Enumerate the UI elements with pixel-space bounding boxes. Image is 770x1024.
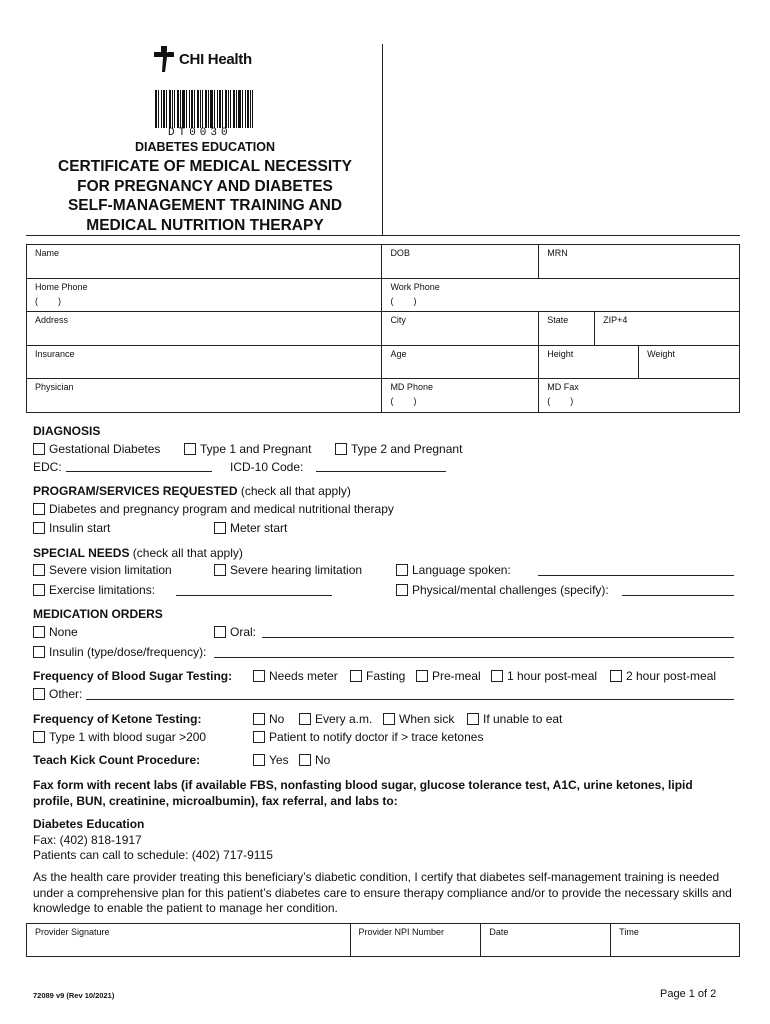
insurance-field[interactable]: [27, 345, 382, 379]
checkbox[interactable]: [33, 503, 45, 515]
barcode-text: DT0030: [168, 127, 232, 139]
checkbox[interactable]: [335, 443, 347, 455]
insurance-label: Insurance: [35, 348, 75, 359]
bs-needs-meter[interactable]: [253, 669, 338, 683]
special-vision[interactable]: [33, 563, 172, 577]
provider-npi-label: Provider NPI Number: [358, 927, 445, 937]
weight-field[interactable]: [639, 345, 740, 379]
checkbox[interactable]: [214, 564, 226, 576]
ketone-notify[interactable]: [253, 730, 483, 744]
diagnosis-heading: DIAGNOSIS: [33, 424, 101, 438]
option-label: Every a.m.: [315, 712, 373, 726]
date-label: Date: [489, 927, 509, 937]
option-label: Language spoken:: [412, 563, 511, 577]
logo-text: CHI Health: [179, 50, 252, 68]
checkbox[interactable]: [253, 713, 265, 725]
other-input-line[interactable]: [86, 699, 734, 700]
patient-info-table: [26, 244, 740, 413]
ketone-type1[interactable]: [33, 730, 206, 744]
option-label: Severe vision limitation: [49, 563, 172, 577]
time-label: Time: [619, 927, 639, 937]
icd-label: ICD-10 Code:: [230, 460, 304, 474]
md-phone-label: MD Phone: [390, 382, 433, 393]
checkbox[interactable]: [214, 626, 226, 638]
zip-label: ZIP+4: [603, 315, 628, 326]
option-label: Physical/mental challenges (specify):: [412, 583, 609, 597]
weight-label: Weight: [647, 348, 675, 359]
mrn-field[interactable]: [539, 245, 740, 279]
provider-signature-field[interactable]: [27, 924, 351, 957]
edc-input-line[interactable]: [66, 471, 212, 472]
form-title-line: FOR PREGNANCY AND DIABETES: [77, 177, 333, 195]
home-phone-label: Home Phone: [35, 281, 88, 292]
bs-2hr-post[interactable]: [610, 669, 716, 683]
option-label: Severe hearing limitation: [230, 563, 363, 577]
checkbox[interactable]: [299, 713, 311, 725]
medication-oral[interactable]: [214, 625, 256, 639]
bs-fasting[interactable]: [350, 669, 405, 683]
contact-fax: Fax: (402) 818-1917: [33, 832, 142, 847]
program-heading-text: PROGRAM/SERVICES REQUESTED: [33, 484, 238, 498]
special-language[interactable]: [396, 563, 511, 577]
bs-1hr-post[interactable]: [491, 669, 597, 683]
option-label: Diabetes and pregnancy program and medical nutritional therapy: [49, 502, 394, 516]
medication-none[interactable]: [33, 625, 78, 639]
md-fax-label: MD Fax: [547, 382, 579, 393]
signature-table: [26, 923, 740, 957]
bs-other[interactable]: [33, 687, 82, 701]
age-field[interactable]: [382, 345, 539, 379]
address-label: Address: [35, 315, 69, 326]
home-phone-field[interactable]: [27, 278, 382, 312]
option-label: Gestational Diabetes: [49, 442, 161, 456]
form-title-line: MEDICAL NUTRITION THERAPY: [86, 216, 324, 234]
ketone-label: Frequency of Ketone Testing:: [33, 712, 202, 726]
checkbox[interactable]: [184, 443, 196, 455]
certification-text: As the health care provider treating this beneficiary’s diabetic condition, I certify that diabetes self-management training is needed under a comprehensive plan for this patient’s diabetes care to ensure therapy compliance and/or to provide the necessary skills and knowledge to enable the patient to manage her condition.: [33, 870, 732, 915]
checkbox[interactable]: [253, 670, 265, 682]
form-number: 72089 v9 (Rev 10/2021): [33, 991, 115, 1000]
header-divider-vertical: [382, 44, 383, 236]
special-exercise[interactable]: [33, 583, 155, 597]
checkbox[interactable]: [610, 670, 622, 682]
special-needs-heading-text: SPECIAL NEEDS: [33, 546, 130, 560]
work-phone-field[interactable]: [382, 278, 740, 312]
checkbox[interactable]: [350, 670, 362, 682]
special-physical[interactable]: [396, 583, 609, 597]
exercise-input-line[interactable]: [176, 595, 332, 596]
physician-field[interactable]: [27, 379, 382, 413]
program-meter-start[interactable]: [214, 521, 287, 535]
zip-field[interactable]: [595, 312, 740, 346]
md-fax-field[interactable]: [539, 379, 740, 413]
home-phone-format: ( ): [35, 295, 61, 306]
page-number: Page 1 of 2: [660, 988, 717, 1000]
option-label: Fasting: [366, 669, 406, 683]
form-title: [34, 157, 376, 235]
mrn-label: MRN: [547, 248, 568, 258]
checkbox[interactable]: [491, 670, 503, 682]
checkbox[interactable]: [33, 646, 45, 658]
program-insulin-start[interactable]: [33, 521, 110, 535]
ketone-when-sick[interactable]: [383, 712, 454, 726]
option-label: Meter start: [230, 521, 288, 535]
checkbox[interactable]: [416, 670, 428, 682]
diagnosis-type2[interactable]: [335, 442, 462, 456]
city-label: City: [390, 315, 406, 326]
name-label: Name: [35, 248, 60, 258]
height-field[interactable]: [539, 345, 639, 379]
checkbox[interactable]: [33, 584, 45, 596]
language-input-line[interactable]: [538, 575, 734, 576]
provider-npi-field[interactable]: [350, 924, 481, 957]
special-needs-heading: [33, 546, 243, 560]
time-field[interactable]: [611, 924, 740, 957]
fax-instructions: Fax form with recent labs (if available FBS, nonfasting blood sugar, glucose tolerance test, A1C, urine ketones, lipid profile, BUN, creatinine, microalbumin), fax referral, and labs to:: [33, 778, 693, 808]
icd-input-line[interactable]: [316, 471, 446, 472]
physician-label: Physician: [35, 382, 74, 393]
checkbox[interactable]: [33, 731, 45, 743]
chi-health-logo: [152, 44, 252, 74]
contact-block: [33, 817, 733, 864]
city-field[interactable]: [382, 312, 539, 346]
edc-label: EDC:: [33, 460, 62, 474]
option-label: Oral:: [230, 625, 257, 639]
dob-field[interactable]: [382, 245, 539, 279]
form-title-line: SELF-MANAGEMENT TRAINING AND: [67, 197, 343, 214]
option-label: If unable to eat: [483, 712, 563, 726]
option-label: 2 hour post-meal: [626, 669, 717, 683]
option-label: Pre-meal: [432, 669, 481, 683]
md-phone-field[interactable]: [382, 379, 539, 413]
diagnosis-gestational[interactable]: [33, 442, 160, 456]
checkbox[interactable]: [299, 754, 311, 766]
state-label: State: [547, 315, 569, 326]
ketone-every-am[interactable]: [299, 712, 372, 726]
contact-schedule: Patients can call to schedule: (402) 717-9115: [33, 848, 273, 862]
header-divider-horizontal: [26, 235, 740, 236]
checkbox[interactable]: [396, 584, 408, 596]
kick-count-no[interactable]: [299, 753, 330, 767]
checkbox[interactable]: [33, 564, 45, 576]
md-fax-format: ( ): [547, 396, 574, 407]
date-field[interactable]: [481, 924, 611, 957]
option-label: Exercise limitations:: [49, 583, 156, 597]
program-heading-note: (check all that apply): [237, 484, 351, 498]
special-hearing[interactable]: [214, 563, 362, 577]
ketone-if-unable[interactable]: [467, 712, 562, 726]
option-label: Type 2 and Pregnant: [351, 442, 463, 456]
barcode: [155, 90, 253, 128]
medication-insulin[interactable]: [33, 645, 206, 659]
dob-label: DOB: [390, 248, 410, 258]
address-field[interactable]: [27, 312, 382, 346]
form-title-line: CERTIFICATE OF MEDICAL NECESSITY: [58, 158, 352, 175]
kick-count-yes[interactable]: [253, 753, 289, 767]
ketone-no[interactable]: [253, 712, 284, 726]
option-label: No: [269, 712, 285, 726]
checkbox[interactable]: [253, 754, 265, 766]
age-label: Age: [390, 348, 407, 359]
blood-sugar-label: Frequency of Blood Sugar Testing:: [33, 669, 233, 683]
department-name: DIABETES EDUCATION: [134, 140, 276, 154]
option-label: None: [49, 625, 78, 639]
work-phone-label: Work Phone: [390, 281, 440, 292]
option-label: Insulin (type/dose/frequency):: [49, 645, 207, 659]
insulin-input-line[interactable]: [214, 657, 734, 658]
oral-input-line[interactable]: [262, 637, 734, 638]
option-label: When sick: [399, 712, 455, 726]
special-needs-heading-note: (check all that apply): [129, 546, 243, 560]
checkbox[interactable]: [383, 713, 395, 725]
program-pregnancy-mnt[interactable]: [33, 502, 394, 516]
option-label: 1 hour post-meal: [507, 669, 598, 683]
option-label: Patient to notify doctor if > trace ketones: [269, 730, 484, 744]
option-label: Insulin start: [49, 521, 111, 535]
contact-name: Diabetes Education: [33, 817, 145, 831]
medication-heading: MEDICATION ORDERS: [33, 607, 163, 621]
checkbox[interactable]: [33, 522, 45, 534]
md-phone-format: ( ): [390, 396, 417, 407]
checkbox[interactable]: [33, 443, 45, 455]
kick-count-label: Teach Kick Count Procedure:: [33, 753, 201, 767]
chi-cross-logo-icon: [152, 44, 176, 74]
bs-pre-meal[interactable]: [416, 669, 481, 683]
checkbox[interactable]: [214, 522, 226, 534]
checkbox[interactable]: [253, 731, 265, 743]
option-label: Needs meter: [269, 669, 338, 683]
option-label: Type 1 with blood sugar >200: [49, 730, 207, 744]
work-phone-format: ( ): [390, 295, 417, 306]
state-field[interactable]: [539, 312, 595, 346]
height-label: Height: [547, 348, 574, 359]
program-heading: [33, 484, 351, 498]
provider-signature-label: Provider Signature: [35, 927, 110, 937]
checkbox[interactable]: [33, 688, 45, 700]
option-label: Other:: [49, 687, 83, 701]
option-label: No: [315, 753, 331, 767]
diagnosis-type1[interactable]: [184, 442, 311, 456]
physical-input-line[interactable]: [622, 595, 734, 596]
option-label: Yes: [269, 753, 289, 767]
name-field[interactable]: [27, 245, 382, 279]
option-label: Type 1 and Pregnant: [200, 442, 312, 456]
checkbox[interactable]: [467, 713, 479, 725]
checkbox[interactable]: [33, 626, 45, 638]
checkbox[interactable]: [396, 564, 408, 576]
